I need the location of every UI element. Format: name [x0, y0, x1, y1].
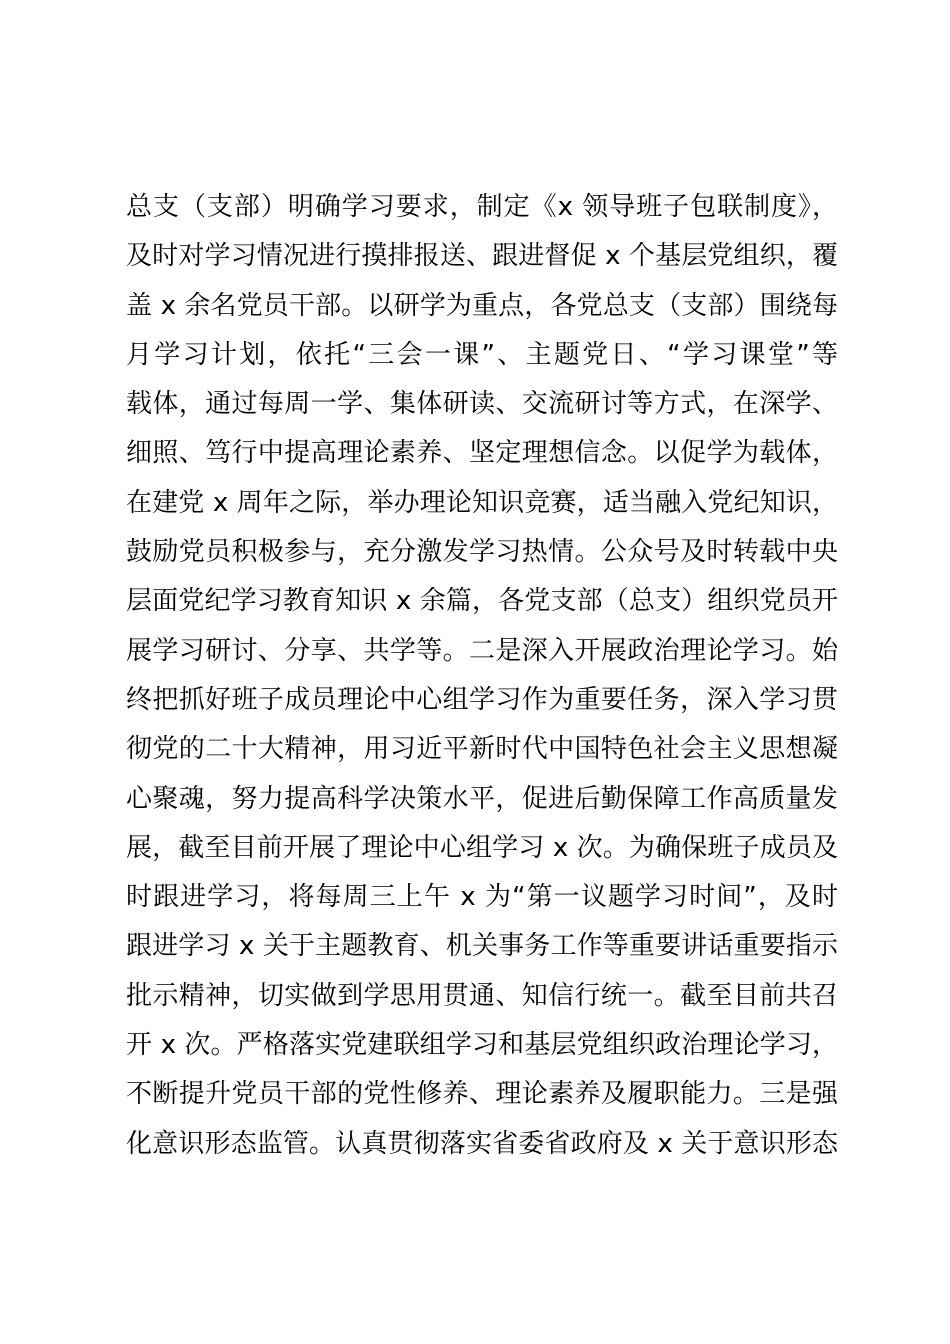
text-line: 月学习计划，依托“三会一课”、主题党日、“学习课堂”等: [126, 339, 838, 370]
text-line: 载体，通过每周一学、集体研读、交流研讨等方式，在深学、: [126, 389, 838, 420]
text-line: 及时对学习情况进行摸排报送、跟进督促 x 个基层党组织，覆: [126, 241, 838, 272]
body-paragraph: [126, 183, 838, 1169]
text-line: 彻党的二十大精神，用习近平新时代中国特色社会主义思想凝: [126, 734, 838, 765]
text-line: 展，截至目前开展了理论中心组学习 x 次。为确保班子成员及: [126, 832, 838, 863]
text-line: 时跟进学习，将每周三上午 x 为“第一议题学习时间”，及时: [126, 882, 838, 913]
text-line: 总支（支部）明确学习要求，制定《x 领导班子包联制度》，: [126, 192, 838, 222]
text-line: 终把抓好班子成员理论中心组学习作为重要任务，深入学习贯: [126, 684, 838, 715]
text-line: 鼓励党员积极参与，充分激发学习热情。公众号及时转载中央: [126, 537, 838, 568]
text-line: 细照、笃行中提高理论素养、坚定理想信念。以促学为载体，: [126, 438, 838, 469]
text-line: 层面党纪学习教育知识 x 余篇，各党支部（总支）组织党员开: [126, 586, 838, 617]
text-line: 开 x 次。严格落实党建联组学习和基层党组织政治理论学习，: [126, 1030, 838, 1061]
text-line: 批示精神，切实做到学思用贯通、知信行统一。截至目前共召: [126, 980, 838, 1011]
text-line: 跟进学习 x 关于主题教育、机关事务工作等重要讲话重要指示: [126, 931, 838, 962]
text-line: 心聚魂，努力提高科学决策水平，促进后勤保障工作高质量发: [126, 783, 838, 814]
text-line: 展学习研讨、分享、共学等。二是深入开展政治理论学习。始: [126, 635, 838, 666]
text-line: 在建党 x 周年之际，举办理论知识竞赛，适当融入党纪知识，: [126, 487, 838, 518]
text-line: 不断提升党员干部的党性修养、理论素养及履职能力。三是强: [126, 1079, 838, 1110]
text-line: 化意识形态监管。认真贯彻落实省委省政府及 x 关于意识形态: [126, 1128, 838, 1159]
text-line: 盖 x 余名党员干部。以研学为重点，各党总支（支部）围绕每: [126, 290, 838, 321]
